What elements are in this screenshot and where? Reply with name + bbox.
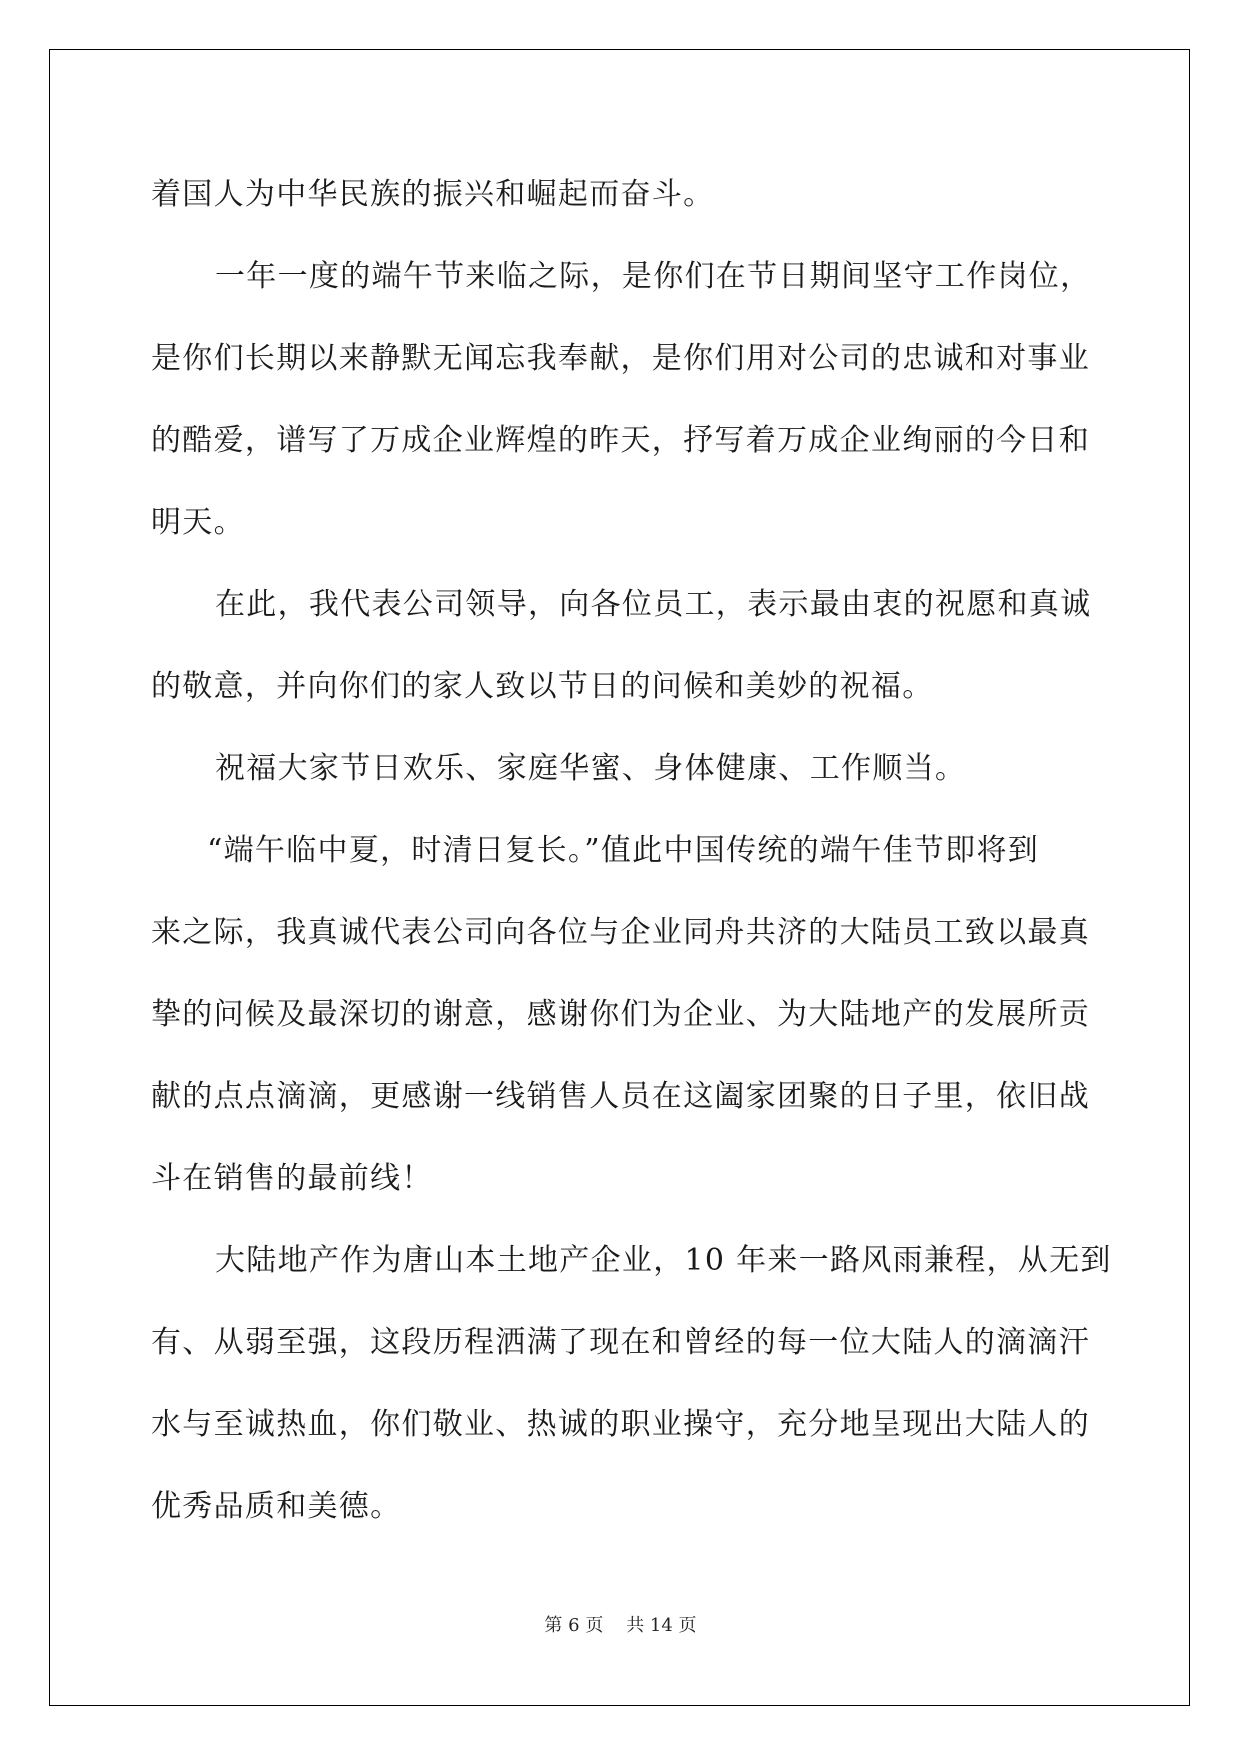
- text-line: 是你们长期以来静默无闻忘我奉献，是你们用对公司的忠诚和对事业: [151, 341, 1090, 376]
- text-line: 斗在销售的最前线！: [151, 1161, 433, 1196]
- text-line: 的酷爱，谱写了万成企业辉煌的昨天，抒写着万成企业绚丽的今日和: [151, 423, 1090, 458]
- page-number-footer: 第 6 页 共 14 页: [544, 1615, 697, 1636]
- text-line: 有、从弱至强，这段历程洒满了现在和曾经的每一位大陆人的滴滴汗: [151, 1325, 1090, 1360]
- text-line: 的敬意，并向你们的家人致以节日的问候和美妙的祝福。: [151, 669, 934, 704]
- text-line: 来之际，我真诚代表公司向各位与企业同舟共济的大陆员工致以最真: [151, 915, 1090, 950]
- text-line: 着国人为中华民族的振兴和崛起而奋斗。: [151, 177, 715, 212]
- text-line: 水与至诚热血，你们敬业、热诚的职业操守，充分地呈现出大陆人的: [151, 1407, 1090, 1442]
- text-line: 一年一度的端午节来临之际，是你们在节日期间坚守工作岗位，: [215, 259, 1092, 294]
- text-line: 明天。: [151, 505, 245, 540]
- document-body: [151, 154, 1112, 1548]
- text-line: 挚的问候及最深切的谢意，感谢你们为企业、为大陆地产的发展所贡: [151, 997, 1090, 1032]
- text-line: “端午临中夏，时清日复长。”值此中国传统的端午佳节即将到: [207, 833, 1040, 868]
- text-line: 祝福大家节日欢乐、家庭华蜜、身体健康、工作顺当。: [215, 751, 967, 786]
- text-line: 献的点点滴滴，更感谢一线销售人员在这阖家团聚的日子里，依旧战: [151, 1079, 1090, 1114]
- text-line: 大陆地产作为唐山本土地产企业，10 年来一路风雨兼程，从无到: [215, 1243, 1112, 1278]
- text-line: 优秀品质和美德。: [151, 1489, 402, 1524]
- text-line: 在此，我代表公司领导，向各位员工，表示最由衷的祝愿和真诚: [215, 587, 1092, 622]
